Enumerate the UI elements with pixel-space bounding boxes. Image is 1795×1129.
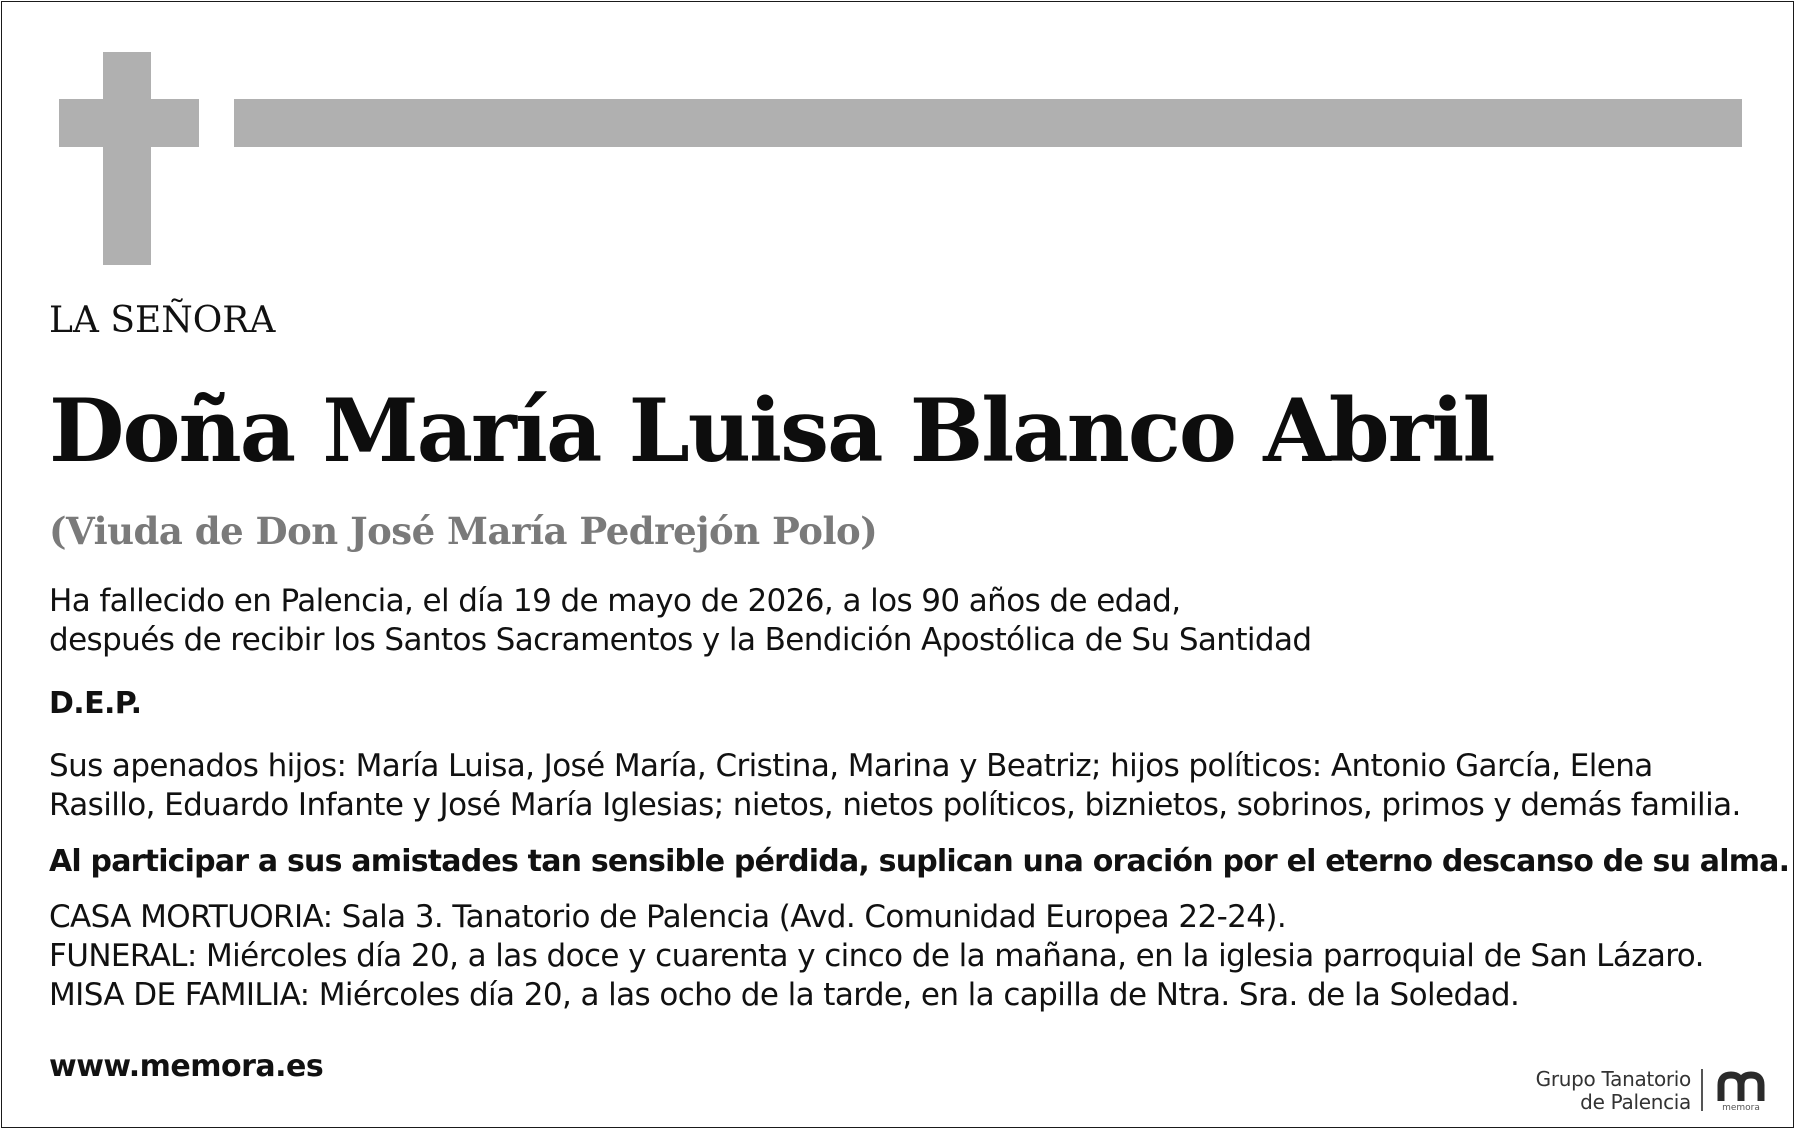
- cross-vertical-beam: [103, 52, 151, 265]
- family-line-2: Rasillo, Eduardo Infante y José María Iglesias; nietos, nietos políticos, biznietos, sobrinos, primos y demás familia.: [49, 787, 1741, 823]
- closing-prayer-request: Al participar a sus amistades tan sensible pérdida, suplican una oración por el eterno descanso de su alma.: [49, 844, 1790, 879]
- memora-m-logo-icon: [1715, 1067, 1767, 1107]
- header-bar: [234, 99, 1742, 147]
- misa-familia-info: MISA DE FAMILIA: Miércoles día 20, a las ocho de la tarde, en la capilla de Ntra. Sra. de la Soledad.: [49, 977, 1520, 1013]
- family-line-1: Sus apenados hijos: María Luisa, José María, Cristina, Marina y Beatriz; hijos políticos: Antonio García, Elena: [49, 748, 1653, 784]
- honorific: LA SEÑORA: [49, 300, 276, 341]
- dep-label: D.E.P.: [49, 686, 142, 721]
- memora-logo-label: memora: [1722, 1103, 1760, 1113]
- death-announcement-line-1: Ha fallecido en Palencia, el día 19 de mayo de 2026, a los 90 años de edad,: [49, 583, 1181, 619]
- tanatorio-logo: [1525, 1065, 1775, 1115]
- widow-subtitle: (Viuda de Don José María Pedrejón Polo): [49, 509, 878, 553]
- logo-line-2: de Palencia: [1580, 1090, 1691, 1114]
- funeral-info: FUNERAL: Miércoles día 20, a las doce y cuarenta y cinco de la mañana, en la iglesia parroquial de San Lázaro.: [49, 938, 1704, 974]
- cross-horizontal-beam: [59, 99, 199, 147]
- deceased-name: Doña María Luisa Blanco Abril: [49, 379, 1494, 482]
- logo-line-1: Grupo Tanatorio: [1535, 1067, 1691, 1091]
- casa-mortuoria-info: CASA MORTUORIA: Sala 3. Tanatorio de Palencia (Avd. Comunidad Europea 22-24).: [49, 899, 1287, 935]
- logo-divider: [1701, 1069, 1703, 1111]
- website-link[interactable]: www.memora.es: [49, 1049, 324, 1084]
- obituary-notice: [1, 1, 1794, 1128]
- death-announcement-line-2: después de recibir los Santos Sacramentos y la Bendición Apostólica de Su Santidad: [49, 622, 1312, 658]
